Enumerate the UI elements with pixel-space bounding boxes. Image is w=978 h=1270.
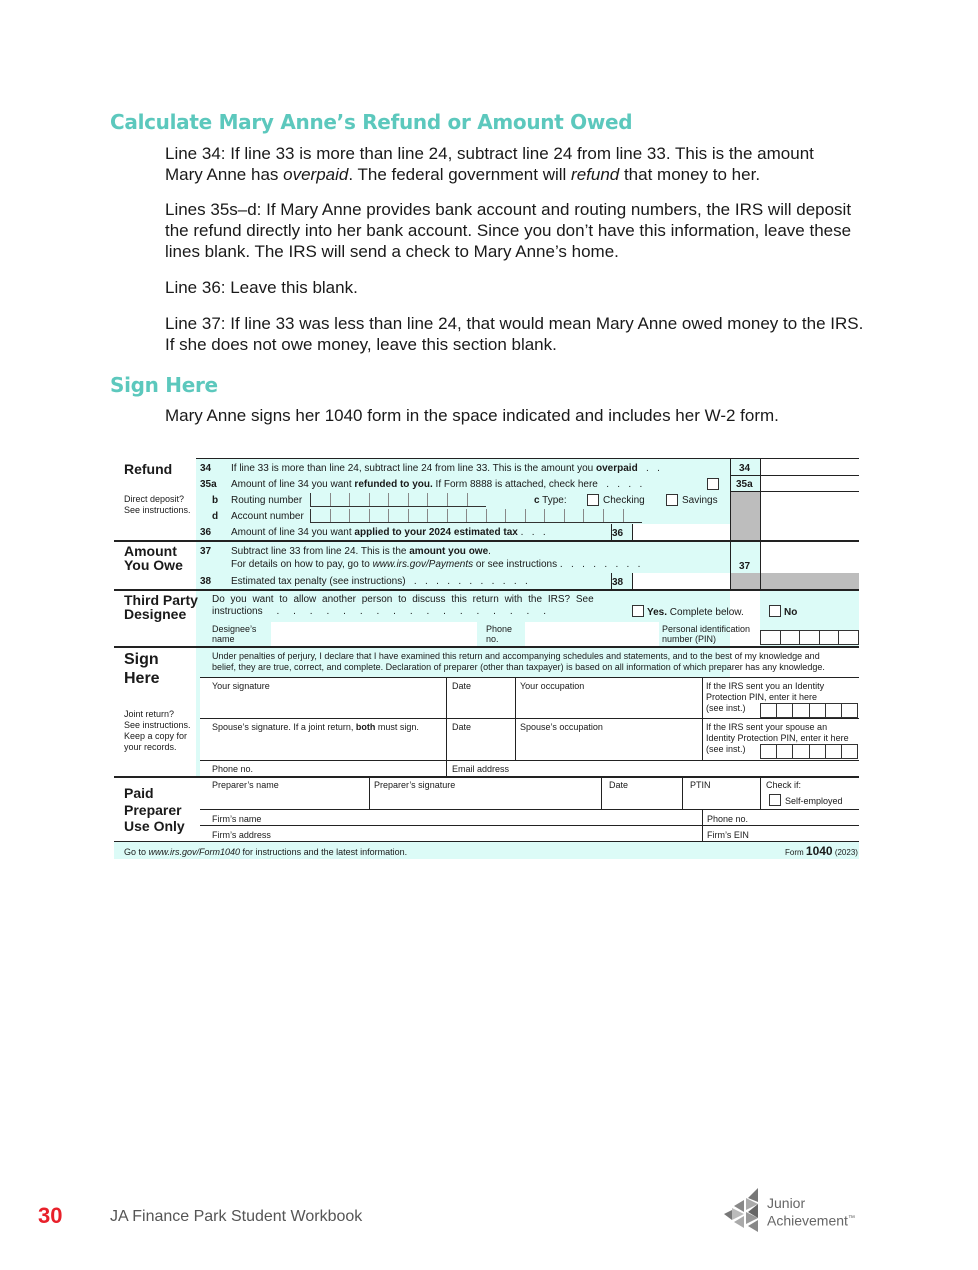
section-heading-calculate: Calculate Mary Anne’s Refund or Amount Owed bbox=[110, 110, 633, 134]
ja-logo-text: Junior Achievement™ bbox=[767, 1195, 855, 1229]
line-36-number: 36 bbox=[200, 527, 212, 538]
section-label-sign: Sign bbox=[124, 651, 159, 668]
direct-deposit-note: Direct deposit? bbox=[124, 494, 185, 504]
section-label-third-party: Third Party bbox=[124, 592, 198, 608]
line-38-text: Estimated tax penalty (see instructions) . . . . . . . . . . . bbox=[231, 576, 528, 587]
line-35a-amount-field[interactable] bbox=[761, 476, 859, 491]
phone-field[interactable]: Phone no. bbox=[212, 764, 254, 774]
line-37-text: Subtract line 33 from line 24. This is the amount you owe. bbox=[231, 546, 491, 557]
form-number: Form 1040 (2023) bbox=[785, 844, 858, 858]
self-employed-label: Self-employed bbox=[785, 796, 843, 806]
firm-phone-field[interactable]: Phone no. bbox=[707, 814, 749, 824]
box-label-38: 38 bbox=[612, 577, 624, 588]
ip-pin-label: If the IRS sent you an Identity Protection PIN, enter it here (see inst.) bbox=[706, 681, 825, 713]
box-label-36: 36 bbox=[612, 528, 624, 539]
firm-name-field[interactable]: Firm’s name bbox=[212, 814, 262, 824]
routing-number-field[interactable] bbox=[310, 493, 486, 507]
form-1040-excerpt bbox=[114, 458, 859, 859]
routing-number-label: Routing number bbox=[231, 495, 303, 506]
line-37-amount-field[interactable] bbox=[761, 542, 859, 573]
form-footer-instructions: Go to www.irs.gov/Form1040 for instructions and the latest information. bbox=[124, 847, 408, 857]
your-signature-field[interactable]: Your signature bbox=[212, 681, 270, 691]
designee-pin-field[interactable] bbox=[760, 630, 859, 645]
perjury-statement-2: belief, they are true, correct, and complete. Declaration of preparer (other than taxpayer) is based on all information of which preparer has any knowledge. bbox=[212, 662, 825, 672]
checking-label: Checking bbox=[603, 495, 645, 506]
designee-question: Do you want to allow another person to discuss this return with the IRS? See bbox=[212, 594, 594, 605]
paragraph-line34: Line 34: If line 33 is more than line 24, subtract line 24 from line 33. This is the amount Mary Anne has overpaid. The federal government will refund that money to her. bbox=[165, 144, 814, 184]
designee-yes-checkbox[interactable] bbox=[632, 605, 644, 617]
line-b-letter: b bbox=[212, 495, 219, 506]
check-if-label: Check if: bbox=[766, 780, 802, 790]
section-label-use-only: Use Only bbox=[124, 818, 185, 834]
box-label-34: 34 bbox=[739, 463, 751, 474]
firm-ein-field[interactable]: Firm’s EIN bbox=[707, 830, 749, 840]
spouse-ip-pin-label: If the IRS sent your spouse an Identity Protection PIN, enter it here (see inst.) bbox=[706, 722, 849, 754]
designee-no-checkbox[interactable] bbox=[769, 605, 781, 617]
box-label-35a: 35a bbox=[736, 479, 753, 490]
line-37-details: For details on how to pay, go to www.irs.gov/Payments or see instructions . . . . . . . . bbox=[231, 559, 641, 570]
section-label-here: Here bbox=[124, 670, 160, 687]
section-label-you-owe: You Owe bbox=[124, 557, 183, 573]
paragraph-line37: Line 37: If line 33 was less than line 24, that would mean Mary Anne owed money to the IRS. If she does not owe money, leave this section blank. bbox=[165, 314, 864, 354]
section-label-amount: Amount bbox=[124, 543, 177, 559]
firm-address-field[interactable]: Firm’s address bbox=[212, 830, 271, 840]
line-38-number: 38 bbox=[200, 576, 212, 587]
email-field[interactable]: Email address bbox=[452, 764, 510, 774]
paragraph-line36: Line 36: Leave this blank. bbox=[165, 278, 358, 297]
line-34-number: 34 bbox=[200, 463, 212, 474]
preparer-date-field[interactable]: Date bbox=[609, 780, 629, 790]
joint-return-note: Joint return? See instructions. Keep a copy for your records. bbox=[124, 709, 191, 752]
line-38-amount-field[interactable] bbox=[633, 573, 730, 589]
paragraph-line35: Lines 35s–d: If Mary Anne provides bank account and routing numbers, the IRS will deposit the refund directly into her bank account. Since you don’t have this information, leave these lines blank. The IRS will send a check to Mary Anne’s home. bbox=[165, 200, 852, 261]
your-date-field[interactable]: Date bbox=[452, 681, 472, 691]
designee-name-label: Designee’s name bbox=[212, 624, 257, 644]
spouse-date-field[interactable]: Date bbox=[452, 722, 472, 732]
line-36-text: Amount of line 34 you want applied to your 2024 estimated tax . . . bbox=[231, 527, 546, 538]
designee-phone-label: Phone no. bbox=[486, 624, 513, 644]
self-employed-checkbox[interactable] bbox=[769, 794, 781, 806]
your-occupation-field[interactable]: Your occupation bbox=[520, 681, 585, 691]
spouse-occupation-field[interactable]: Spouse’s occupation bbox=[520, 722, 603, 732]
preparer-name-field[interactable]: Preparer’s name bbox=[212, 780, 279, 790]
preparer-signature-field[interactable]: Preparer’s signature bbox=[374, 780, 456, 790]
direct-deposit-note-2: See instructions. bbox=[124, 505, 191, 515]
account-number-label: Account number bbox=[231, 511, 304, 522]
spouse-ip-pin-field[interactable] bbox=[760, 744, 858, 759]
page-number: 30 bbox=[38, 1203, 63, 1228]
line-35a-number: 35a bbox=[200, 479, 217, 490]
savings-checkbox[interactable] bbox=[666, 494, 678, 506]
form-8888-checkbox[interactable] bbox=[707, 478, 719, 490]
designee-no-label: No bbox=[784, 607, 798, 618]
line-34-text: If line 33 is more than line 24, subtract line 24 from line 33. This is the amount you overpaid . . bbox=[231, 463, 660, 474]
line-36-amount-field[interactable] bbox=[633, 524, 730, 540]
section-label-paid: Paid bbox=[124, 785, 154, 801]
section-label-refund: Refund bbox=[124, 461, 173, 477]
designee-yes-label: Yes. Complete below. bbox=[647, 607, 744, 618]
line-35a-text: Amount of line 34 you want refunded to you. If Form 8888 is attached, check here . . . . bbox=[231, 479, 643, 490]
perjury-statement: Under penalties of perjury, I declare that I have examined this return and accompanying schedules and statements, and to the best of my knowledge and bbox=[212, 651, 820, 661]
account-type-label: c Type: bbox=[534, 495, 567, 506]
designee-phone-field[interactable] bbox=[525, 622, 659, 646]
section-label-preparer: Preparer bbox=[124, 802, 182, 818]
section-label-designee: Designee bbox=[124, 606, 187, 622]
line-d-letter: d bbox=[212, 511, 219, 522]
line-34-amount-field[interactable] bbox=[761, 459, 859, 475]
ip-pin-field[interactable] bbox=[760, 703, 858, 718]
designee-question-2: instructions . . . . . . . . . . . . . . . . . bbox=[212, 606, 546, 617]
designee-name-field[interactable] bbox=[271, 622, 477, 646]
line-37-number: 37 bbox=[200, 546, 212, 557]
savings-label: Savings bbox=[682, 495, 718, 506]
box-label-37: 37 bbox=[739, 561, 751, 572]
paragraph-sign: Mary Anne signs her 1040 form in the space indicated and includes her W-2 form. bbox=[165, 406, 779, 425]
section-heading-sign: Sign Here bbox=[110, 373, 218, 397]
spouse-signature-field[interactable]: Spouse’s signature. If a joint return, both must sign. bbox=[212, 722, 419, 732]
ja-logo-icon bbox=[724, 1188, 760, 1232]
ptin-field[interactable]: PTIN bbox=[690, 780, 711, 790]
designee-pin-label: Personal identification number (PIN) bbox=[662, 624, 751, 644]
account-number-field[interactable] bbox=[310, 509, 642, 523]
workbook-title: JA Finance Park Student Workbook bbox=[110, 1208, 363, 1225]
checking-checkbox[interactable] bbox=[587, 494, 599, 506]
